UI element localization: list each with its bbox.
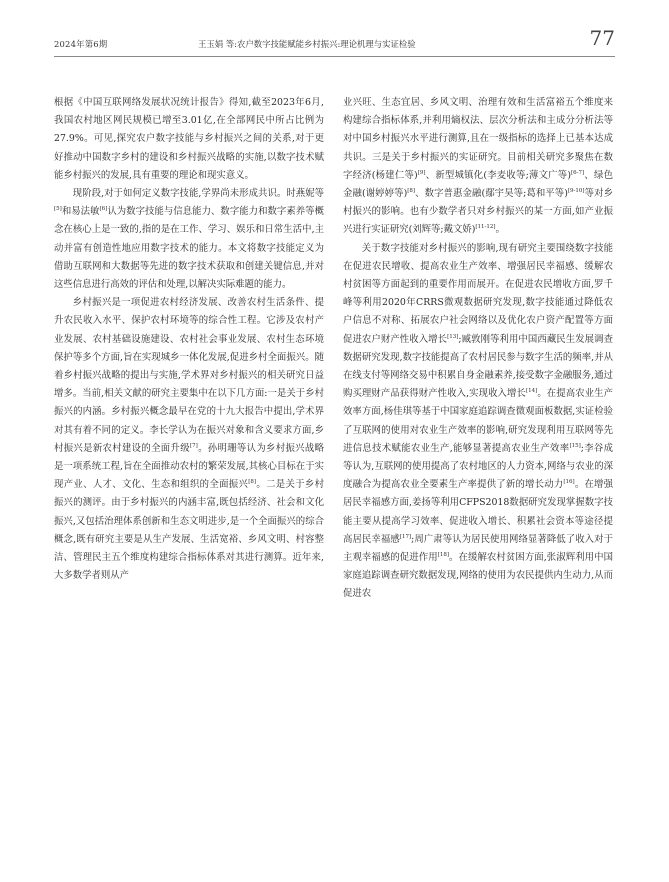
- paragraph-text: 现阶段,对于如何定义数字技能,学界尚未形成共识。时燕妮等: [72, 188, 324, 200]
- paragraph-text: 、新型城镇化(李麦收等;薄文广等): [425, 169, 572, 181]
- paragraph-text: 认为数字技能与信息能力、数字能力和数字素养等概念在核心上是一致的,指的是在工作、学习、娱乐和日常生活中,主动并富有创造性地应用数字技术的能力。本文将数字技能定义为借助互联网和大数据等先进的数字技术获取和创建关键信息,并对这些信息进行高效的评估和处理,以解决实际难题的能力。: [54, 206, 324, 291]
- paragraph-text: 根据《中国互联网络发展状况统计报告》得知,截至2023年6月,我国农村地区网民规模已增至3.01亿,在全部网民中所占比例为27.9%。可见,探究农户数字技能与乡村振兴之间的关系,对于更好推动中国数字乡村的建设和乡村振兴战略的实施,以数字技术赋能乡村振兴的发展,具有重要的理论和现实意义。: [54, 97, 324, 181]
- citation-reference: [6-7]: [571, 169, 585, 176]
- citation-reference: [8]: [407, 188, 416, 195]
- paragraph-text: 。在缓解农村贫困方面,张淑辉利用中国家庭追踪调查研究数据发现,网络的使用为农民提供内生动力,从而促进农: [343, 552, 613, 600]
- paragraph-text: 、数字普惠金融(鄢宇昊等;葛和平等): [415, 188, 568, 200]
- paragraph-text: 。: [495, 224, 505, 236]
- body-paragraph: [343, 240, 613, 604]
- paragraph-text: 。孙明珊等认为乡村振兴战略是一项系统工程,旨在全面推动农村的繁荣发展,其核心目标在于实现产业、人才、文化、生态和组织的全面振兴: [54, 442, 324, 491]
- citation-reference: [14]: [525, 388, 538, 395]
- paragraph-text: 。二是关于乡村振兴的测评。由于乡村振兴的内涵丰富,既包括经济、社会和文化振兴,又包括治理体系创新和生态文明进步,是一个全面振兴的综合概念,既有研究主要是从生产发展、生活宽裕、乡风文明、村容整洁、管理民主五个维度构建综合指标体系对其进行测算。近年来,大多数学者则从产: [54, 479, 324, 582]
- journal-issue: 2024年第6期: [54, 39, 108, 49]
- paragraph-text: 。在提高农业生产效率方面,杨佳琪等基于中国家庭追踪调查微观面板数据,实证检验了互联网的使用对农业生产效率的影响,研究发现利用互联网等先进信息技术赋能农业生产,能够显著提高农业生产效率: [343, 388, 613, 454]
- citation-reference: [7]: [189, 442, 198, 449]
- paragraph-text: 等对乡村振兴的影响。也有少数学者只对乡村振兴的某一方面,如产业振兴进行实证研究(刘辉等;戴文娇): [343, 188, 613, 236]
- citation-reference: [6]: [99, 206, 108, 213]
- citation-reference: [17]: [399, 533, 412, 540]
- body-paragraph: [343, 94, 613, 240]
- citation-reference: [16]: [563, 479, 575, 486]
- citation-reference: [13]: [447, 333, 459, 340]
- right-column: [343, 94, 613, 874]
- paragraph-text: 、绿色金融(谢婷婷等): [343, 169, 613, 200]
- paragraph-text: ;臧敦刚等利用中国西藏民生发展调查数据研究发现,数字技能提高了农村居民参与数字生活的频率,并从在线支付等网络交易中积累自身金融素养,接受数字金融服务,通过购买理财产品获得财产性收入,实现收入增长: [343, 333, 613, 400]
- paragraph-text: 和易法敏: [61, 206, 100, 218]
- body-paragraph: [54, 94, 324, 185]
- body-paragraph: [54, 185, 324, 294]
- running-title: 王玉娟 等:农户数字技能赋能乡村振兴:理论机理与实证检验: [198, 39, 416, 49]
- citation-reference: [9-10]: [567, 188, 585, 195]
- paragraph-text: 乡村振兴是一项促进农村经济发展、改善农村生活条件、提升农民收入水平、保护农村环境等的综合性工程。它涉及农村产业发展、农村基础设施建设、农村社会事业发展、农村生态环境保护等多个方面,旨在实现城乡一体化发展,促进乡村全面振兴。随着乡村振兴战略的提出与实施,学术界对乡村振兴的相关研究日益增多。当前,相关文献的研究主要集中在以下几方面:一是关于乡村振兴的内涵。乡村振兴概念最早在党的十九大报告中提出,学术界对其有着不同的定义。李长学认为在振兴对象和含义要求方面,乡村振兴是新农村建设的全面升级: [54, 297, 324, 454]
- paragraph-text: 关于数字技能对乡村振兴的影响,现有研究主要围绕数字技能在促进农民增收、提高农业生产效率、增强居民幸福感、缓解农村贫困等方面起到的重要作用而展开。在促进农民增收方面,罗千峰等利用2020年CRRS微观数据研究发现,数字技能通过降低农户信息不对称、拓展农户社会网络以及优化农户资产配置等方面促进农户财产性收入增长: [343, 242, 613, 345]
- citation-reference: [11-12]: [475, 224, 496, 231]
- citation-reference: [8]: [248, 479, 257, 486]
- citation-reference: [18]: [437, 552, 449, 559]
- citation-reference: [5]: [54, 206, 62, 213]
- paragraph-text: 业兴旺、生态宜居、乡风文明、治理有效和生活富裕五个维度来构建综合指标体系,并利用熵权法、层次分析法和主成分分析法等对中国乡村振兴水平进行测算,且在一级指标的选择上已基本达成共识。三是关于乡村振兴的实证研究。目前相关研究多聚焦在数字经济(杨建仁等): [343, 97, 613, 181]
- page-number: 77: [589, 26, 615, 50]
- paragraph-text: ;周广肃等认为居民使用网络显著降低了收入对于主观幸福感的促进作用: [343, 533, 613, 564]
- paragraph-text: ;李谷成等认为,互联网的使用提高了农村地区的人力资本,网络与农业的深度融合为提高农业全要素生产率提供了新的增长动力: [343, 442, 613, 491]
- citation-reference: [9]: [417, 169, 426, 176]
- citation-reference: [15]: [569, 442, 581, 449]
- paragraph-text: 。在增强居民幸福感方面,姜扬等利用CFPS2018数据研究发现掌握数字技能主要从提高学习效率、促进收入增长、积累社会资本等途径提高居民幸福感: [343, 479, 613, 545]
- page-header: [54, 28, 615, 57]
- left-column: [54, 94, 324, 874]
- body-paragraph: [54, 294, 324, 585]
